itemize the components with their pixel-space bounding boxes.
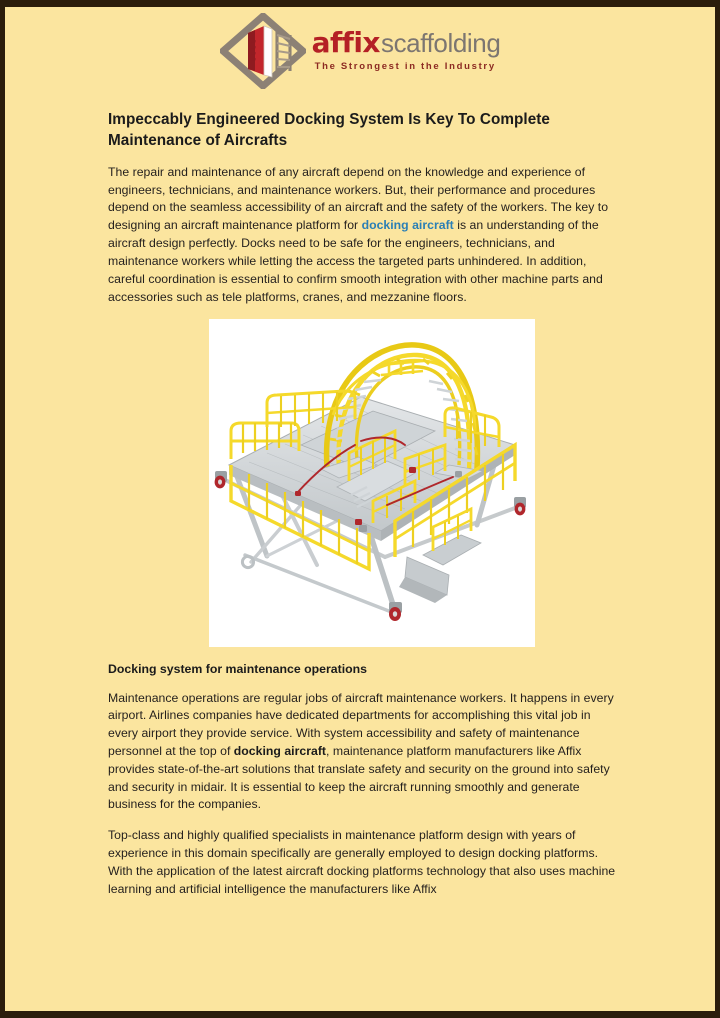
- paragraph-1-part-2: is an understanding of the aircraft design perfectly. Docks need to be safe for the engineers, technicians, and maintenance workers while letting the access the targeted parts unhindered. In addition, careful coordination is essential to confirm smooth integration with other machine parts and accessories such as tele platforms, cranes, and mezzanine floors.: [108, 218, 603, 304]
- paragraph-1-part-1: The repair and maintenance of any aircraft depend on the knowledge and experience of engineers, technicians, and maintenance workers. But, their performance and procedures depend on the seamless accessibility of an aircraft and the safety of the workers. The key to designing an aircraft maintenance platform for: [108, 164, 609, 233]
- logo-wordmark: [311, 25, 501, 74]
- affix-diamond-scaffold-logo-icon: [220, 13, 306, 89]
- brand-tagline: The Strongest in the Industry: [314, 60, 496, 72]
- page-sheet: [5, 7, 715, 1011]
- site-logo[interactable]: [5, 12, 715, 90]
- page-title: Impeccably Engineered Docking System Is Key To Complete Maintenance of Aircrafts: [108, 111, 550, 150]
- paragraph-2-part-2: , maintenance platform manufacturers like Affix provides state-of-the-art solutions that translate safety and security on the ground into safety and security in midair. It is essential to keep the aircraft running smoothly and generate business for the companies.: [108, 743, 610, 812]
- article-content: [108, 109, 622, 911]
- section-subheading: Docking system for maintenance operations: [108, 662, 367, 677]
- docking-system-figure: [209, 319, 535, 647]
- docking-aircraft-link[interactable]: docking aircraft: [361, 218, 454, 233]
- brand-secondary-text: scaffolding: [380, 27, 501, 58]
- docking-platform-illustration: [209, 319, 535, 647]
- paragraph-1: [108, 164, 622, 307]
- paragraph-2-part-1: Maintenance operations are regular jobs of aircraft maintenance workers. It happens in every airport. Airlines companies have dedicated departments for accomplishing this vital job in every airport they provide service. With system accessibility and safety of maintenance personnel at the top of: [108, 690, 614, 758]
- paragraph-2: [108, 690, 622, 815]
- docking-aircraft-bold: docking aircraft: [233, 743, 327, 758]
- paragraph-3: Top-class and highly qualified specialists in maintenance platform design with years of experience in this domain specifically are generally employed to design docking platforms. With the application of the latest aircraft docking platforms technology that also uses machine learning and artificial intelligence the manufacturers like Affix: [108, 828, 616, 896]
- brand-primary-text: affix: [311, 25, 380, 59]
- wordmark-row: [311, 25, 501, 59]
- logo-inner: [220, 13, 501, 89]
